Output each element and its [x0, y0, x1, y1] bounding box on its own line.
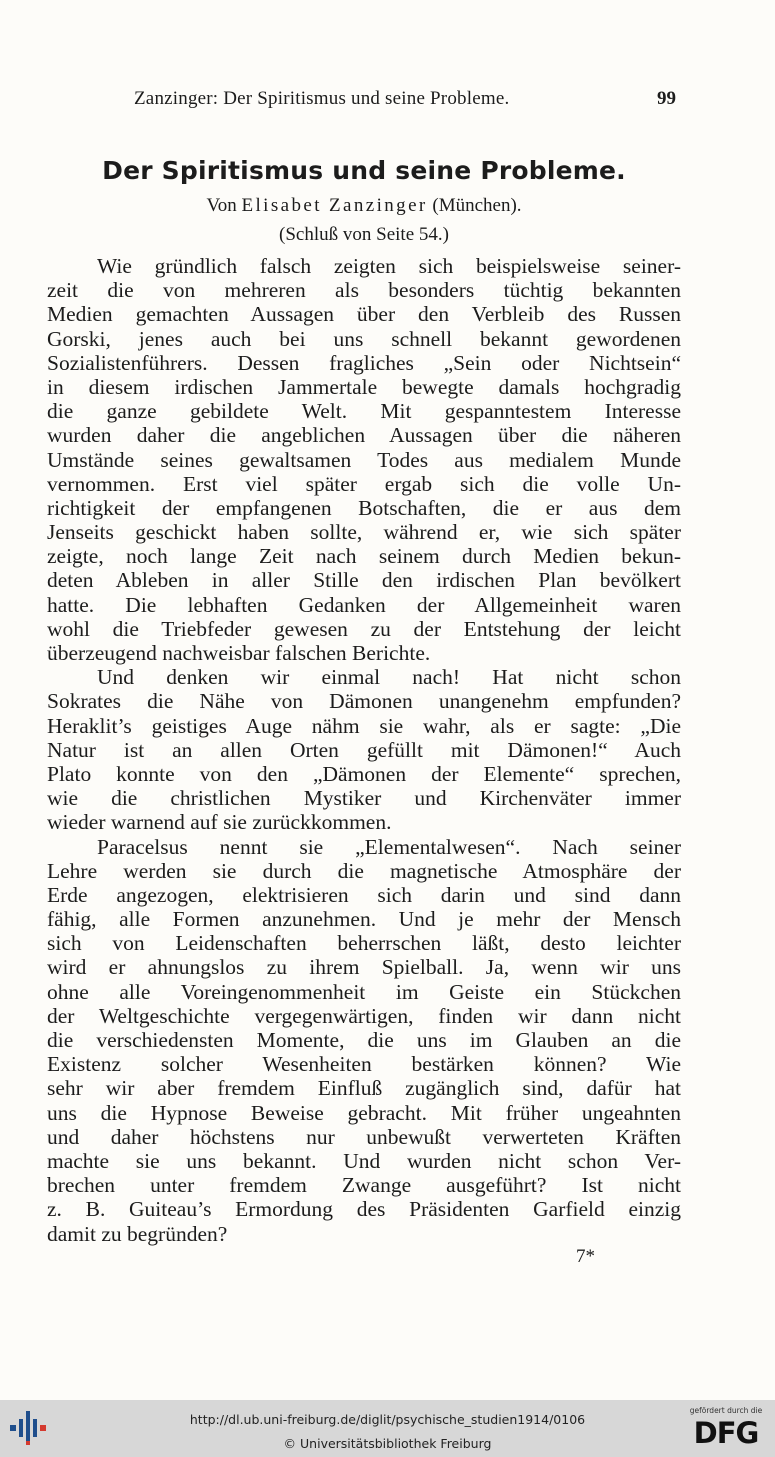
text-line: Lehre werden sie durch die magnetische Atmosphäre der	[47, 858, 681, 883]
text-line: brechen unter fremdem Zwange ausgeführt? Ist nicht	[47, 1173, 681, 1198]
page-number: 99	[657, 88, 676, 109]
copyright-notice: © Universitätsbibliothek Freiburg	[283, 1436, 492, 1451]
continuation-note: (Schluß von Seite 54.)	[279, 224, 449, 245]
text-line: sich von Leidenschaften beherrschen läßt, desto leichter	[47, 931, 681, 956]
text-line: sehr wir aber fremdem Einfluß zugänglich sind, dafür hat	[47, 1076, 681, 1101]
text-line: machte sie uns bekannt. Und wurden nicht schon Ver-	[47, 1148, 681, 1173]
running-head-title: Zanzinger: Der Spiritismus und seine Probleme.	[134, 88, 510, 109]
article-title: Der Spiritismus und seine Probleme.	[102, 156, 626, 185]
text-line: ohne alle Voreingenommenheit im Geiste ein Stückchen	[47, 979, 681, 1004]
dfg-logo	[684, 1406, 768, 1452]
text-line: Existenz solcher Wesenheiten bestärken können? Wie	[47, 1052, 681, 1077]
byline-prefix: Von	[206, 195, 237, 216]
text-line: Jenseits geschickt haben sollte, während er, wie sich später	[47, 520, 681, 545]
text-line: und daher höchstens nur unbewußt verwerteten Kräften	[47, 1124, 681, 1149]
viewer-footer	[0, 1400, 775, 1457]
text-line: Umstände seines gewaltsamen Todes aus medialem Munde	[47, 447, 681, 472]
text-line: Medien gemachten Aussagen über den Verbleib des Russen	[47, 302, 681, 327]
text-line: fähig, alle Formen anzunehmen. Und je mehr der Mensch	[47, 907, 681, 932]
text-line: Plato konnte von den „Dämonen der Elemente“ sprechen,	[47, 761, 681, 786]
text-line: Erde angezogen, elektrisieren sich darin und sind dann	[47, 882, 681, 907]
text-line: Paracelsus nennt sie „Elementalwesen“. Nach seiner	[97, 834, 681, 859]
text-line: Sokrates die Nähe von Dämonen unangenehm empfunden?	[47, 689, 681, 714]
text-line: in diesem irdischen Jammertale bewegte damals hochgradig	[47, 374, 681, 399]
byline	[0, 195, 728, 217]
text-line: Und denken wir einmal nach! Hat nicht schon	[97, 665, 681, 690]
text-line: wird er ahnungslos zu ihrem Spielball. Ja, wenn wir uns	[47, 955, 681, 980]
text-line: vernommen. Erst viel später ergab sich die volle Un-	[47, 471, 681, 496]
text-line: Heraklit’s geistiges Auge nähm sie wahr, als er sagte: „Die	[47, 713, 681, 738]
text-line: Gorski, jenes auch bei uns schnell bekannt gewordenen	[47, 326, 681, 351]
text-line: zeigte, noch lange Zeit nach seinem durch Medien bekun-	[47, 544, 681, 569]
text-line: wieder warnend auf sie zurückkommen.	[47, 810, 392, 835]
text-line: richtigkeit der empfangenen Botschaften, die er aus dem	[47, 495, 681, 520]
text-line: wohl die Triebfeder gewesen zu der Entstehung der leicht	[47, 616, 681, 641]
text-line: Natur ist an allen Orten gefüllt mit Dämonen!“ Auch	[47, 737, 681, 762]
running-head	[0, 88, 775, 114]
permalink-url[interactable]: http://dl.ub.uni-freiburg.de/diglit/psychische_studien1914/0106	[189, 1412, 586, 1427]
text-line: der Weltgeschichte vergegenwärtigen, finden wir dann nicht	[47, 1003, 681, 1028]
signature-mark: 7*	[576, 1246, 595, 1267]
article-body	[47, 254, 681, 1246]
text-line: z. B. Guiteau’s Ermordung des Präsidenten Garfield einzig	[47, 1197, 681, 1222]
text-line: überzeugend nachweisbar falschen Berichte.	[47, 641, 431, 665]
dfg-caption: gefördert durch die	[689, 1406, 763, 1415]
text-line: zeit die von mehreren als besonders tüchtig bekannten	[47, 278, 681, 303]
text-line: die ganze gebildete Welt. Mit gespanntestem Interesse	[47, 399, 681, 424]
author-name: Elisabet Zanzinger	[241, 195, 428, 216]
author-place: (München).	[432, 195, 522, 216]
text-line: die verschiedensten Momente, die uns im Glauben an die	[47, 1028, 681, 1052]
text-line: Sozialistenführers. Dessen fragliches „Sein oder Nichtsein“	[47, 350, 681, 375]
text-line: deten Ableben in aller Stille den irdischen Plan bevölkert	[47, 568, 681, 593]
text-line: wie die christlichen Mystiker und Kirchenväter immer	[47, 786, 681, 811]
text-line: damit zu begründen?	[47, 1221, 228, 1246]
dfg-logo-text: DFG	[693, 1416, 759, 1450]
text-line: uns die Hypnose Beweise gebracht. Mit früher ungeahnten	[47, 1100, 681, 1125]
text-line: Wie gründlich falsch zeigten sich beispielsweise seiner-	[97, 254, 681, 278]
text-line: wurden daher die angeblichen Aussagen über die näheren	[47, 423, 681, 448]
text-line: hatte. Die lebhaften Gedanken der Allgemeinheit waren	[47, 592, 681, 617]
